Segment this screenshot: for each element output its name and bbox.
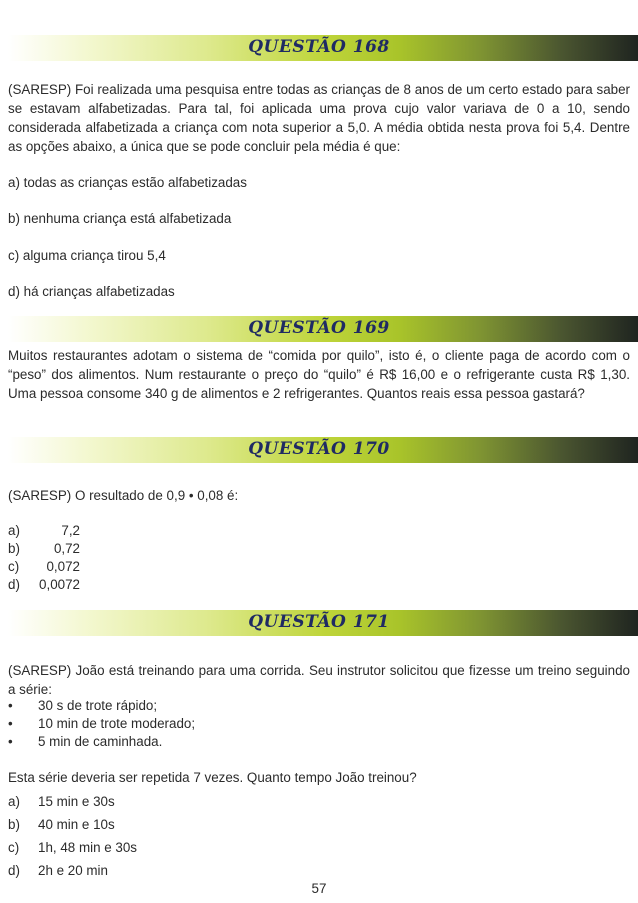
- question-statement: (SARESP) João está treinando para uma corrida. Seu instrutor solicitou que fizesse um treino seguindo a série:: [8, 663, 630, 697]
- bullet-marker: •: [8, 734, 13, 749]
- bullet-marker: •: [8, 698, 13, 713]
- option-key: d): [8, 863, 20, 878]
- option-c: c) alguma criança tirou 5,4: [8, 248, 166, 263]
- option-value: 0,0072: [39, 577, 80, 592]
- option-key: a): [8, 794, 20, 809]
- page-number: 57: [311, 881, 327, 896]
- option-key: d): [8, 577, 20, 592]
- question-statement: Muitos restaurantes adotam o sistema de “comida por quilo”, isto é, o cliente paga de acordo com o “peso” dos alimentos. Num restaurante o preço do “quilo” é R$ 16,00 e o refrigerante custa R$ 1,30. Uma pessoa consome 340 g de alimentos e 2 refrigerantes. Quantos reais essa pessoa gastará?: [8, 348, 630, 401]
- option-key: b): [8, 541, 20, 556]
- option-value: 1h, 48 min e 30s: [38, 840, 138, 855]
- option-a: a) todas as crianças estão alfabetizadas: [8, 175, 247, 190]
- question-title: QUESTÃO 170: [248, 439, 390, 459]
- option-value: 0,72: [53, 541, 80, 556]
- question-title: QUESTÃO 171: [248, 612, 390, 632]
- option-value: 0,072: [46, 559, 80, 574]
- bullet-item: 5 min de caminhada.: [38, 734, 163, 749]
- question-text: Esta série deveria ser repetida 7 vezes. Quanto tempo João treinou?: [8, 770, 417, 785]
- option-d: d) há crianças alfabetizadas: [8, 284, 175, 299]
- option-b: b) nenhuma criança está alfabetizada: [8, 211, 232, 226]
- bullet-item: 10 min de trote moderado;: [38, 716, 196, 731]
- option-key: a): [8, 523, 20, 538]
- question-statement: (SARESP) O resultado de 0,9 • 0,08 é:: [8, 488, 239, 503]
- option-value: 15 min e 30s: [38, 794, 115, 809]
- option-value: 7,2: [61, 523, 80, 538]
- option-value: 2h e 20 min: [38, 863, 108, 878]
- bullet-marker: •: [8, 716, 13, 731]
- option-key: b): [8, 817, 20, 832]
- option-key: c): [8, 840, 20, 855]
- question-title: QUESTÃO 169: [248, 318, 390, 338]
- bullet-item: 30 s de trote rápido;: [38, 698, 158, 713]
- question-title: QUESTÃO 168: [248, 37, 390, 57]
- option-value: 40 min e 10s: [38, 817, 115, 832]
- option-key: c): [8, 559, 20, 574]
- question-statement: (SARESP) Foi realizada uma pesquisa entre todas as crianças de 8 anos de um certo estado para saber se estavam alfabetizadas. Para tal, foi aplicada uma prova cujo valor variava de 0 a 10, sendo considerada alfabetizada a criança com nota superior a 5,0. A média obtida nesta prova foi 5,4. Dentre as opções abaixo, a única que se pode concluir pela média é que:: [8, 82, 630, 154]
